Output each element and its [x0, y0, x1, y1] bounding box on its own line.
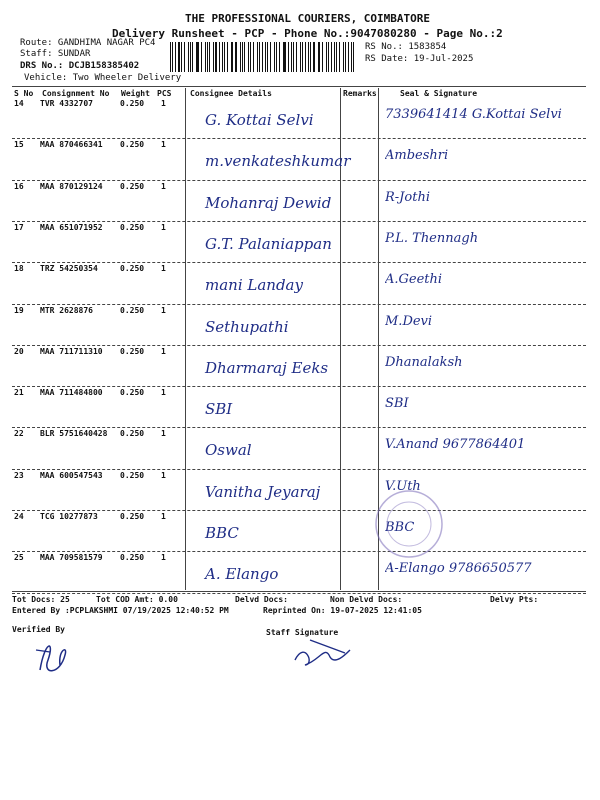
table-top-rule: [12, 86, 586, 87]
row-divider: [12, 304, 586, 305]
row-sno: 24: [14, 512, 24, 521]
row-divider: [12, 469, 586, 470]
row-consignment-no: MAA 600547543: [40, 470, 103, 480]
runsheet-title: Delivery Runsheet - PCP - Phone No.:9047080280 - Page No.:2: [112, 27, 503, 40]
barcode-bar: [181, 42, 182, 72]
route: Route: GANDHIMA NAGAR PC4: [20, 38, 156, 48]
col-signature-header: Seal & Signature: [400, 89, 478, 98]
row-signature-handwriting: V.Anand 9677864401: [385, 437, 526, 453]
barcode-bar: [190, 42, 191, 72]
staff-signature-label: Staff Signature: [266, 628, 339, 637]
barcode-bar: [253, 42, 254, 72]
barcode-bar: [313, 42, 315, 72]
barcode-bar: [302, 42, 303, 72]
barcode-bar: [267, 42, 268, 72]
row-divider: [12, 345, 586, 346]
non-delivered-docs: Non Delvd Docs:: [330, 595, 403, 604]
row-signature-handwriting: P.L. Thennagh: [385, 230, 479, 246]
row-weight: 0.250: [120, 470, 145, 480]
row-signature-handwriting: A-Elango 9786650577: [385, 561, 532, 577]
row-pcs: 1: [161, 470, 166, 480]
row-sno: 14: [14, 99, 24, 108]
row-weight: 0.250: [120, 222, 145, 232]
office-stamp: [373, 488, 445, 560]
row-sno: 19: [14, 305, 24, 315]
row-divider: [12, 138, 586, 139]
barcode-bar: [222, 42, 223, 72]
row-consignment-no: MAA 651071952: [40, 222, 103, 232]
entered-by: Entered By :PCPLAKSHMI 07/19/2025 12:40:52 PM: [12, 606, 229, 615]
row-pcs: 1: [161, 553, 166, 563]
row-sno: 18: [14, 264, 24, 274]
row-consignment-no: MAA 870129124: [40, 181, 103, 191]
row-signature-handwriting: BBC: [385, 520, 415, 535]
col-sno-header: S No: [14, 89, 34, 98]
barcode-bar: [353, 42, 354, 72]
barcode-bar: [248, 42, 249, 72]
barcode-bar: [232, 42, 233, 72]
barcode-bar: [300, 42, 301, 72]
row-weight: 0.250: [120, 346, 145, 356]
row-consignee-handwriting: G.T. Palaniappan: [205, 234, 332, 253]
row-consignment-no: MTR 2628876: [40, 305, 93, 315]
row-consignee-handwriting: BBC: [205, 524, 239, 542]
row-consignee-handwriting: m.venkateshkumar: [205, 152, 351, 171]
row-divider: [12, 221, 586, 222]
barcode-bar: [231, 42, 232, 72]
barcode-bar: [227, 42, 228, 72]
rs-number: RS No.: 1583854: [365, 42, 447, 52]
row-divider: [12, 551, 586, 552]
row-sno: 23: [14, 470, 24, 480]
row-pcs: 1: [161, 388, 166, 398]
barcode-bar: [310, 42, 311, 72]
row-pcs: 1: [161, 512, 166, 521]
company-name: THE PROFESSIONAL COURIERS, COIMBATORE: [185, 12, 431, 25]
row-pcs: 1: [161, 140, 166, 150]
barcode-bar: [188, 42, 189, 72]
verified-signature: [30, 630, 80, 680]
row-pcs: 1: [161, 346, 166, 356]
row-sno: 15: [14, 140, 24, 150]
barcode-bar: [207, 42, 208, 72]
barcode-bar: [235, 42, 237, 72]
barcode-bar: [279, 42, 280, 72]
barcode-bar: [209, 42, 210, 72]
total-docs: Tot Docs: 25: [12, 595, 70, 604]
barcode-bar: [308, 42, 309, 72]
row-pcs: 1: [161, 99, 166, 108]
barcode-bar: [197, 42, 199, 72]
barcode-bar: [257, 42, 258, 72]
barcode-bar: [213, 42, 214, 72]
row-pcs: 1: [161, 305, 166, 315]
barcode-bar: [291, 42, 292, 72]
row-signature-handwriting: Ambeshri: [385, 148, 449, 164]
row-consignment-no: BLR 5751640428: [40, 429, 108, 439]
barcode-bar: [201, 42, 202, 72]
barcode-bar: [331, 42, 332, 72]
delivery-points: Delvy Pts:: [490, 595, 539, 604]
reprinted-on: Reprinted On: 19-07-2025 12:41:05: [263, 606, 422, 615]
barcode-bar: [224, 42, 225, 72]
col-consignment-header: Consignment No: [42, 89, 110, 98]
barcode-bar: [196, 42, 197, 72]
row-consignment-no: TVR 4332707: [40, 99, 93, 108]
verified-by-label: Verified By: [12, 625, 65, 634]
staff: Staff: SUNDAR: [20, 49, 91, 59]
row-consignment-no: MAA 711711310: [40, 346, 103, 356]
barcode-bar: [293, 42, 295, 72]
row-weight: 0.250: [120, 264, 145, 274]
row-sno: 16: [14, 181, 24, 191]
row-signature-handwriting: A.Geethi: [385, 272, 443, 288]
row-consignment-no: MAA 711484800: [40, 388, 103, 398]
col-consignee-header: Consignee Details: [190, 89, 272, 98]
barcode-bar: [328, 42, 329, 72]
row-sno: 22: [14, 429, 24, 439]
row-signature-handwriting: R-Jothi: [385, 189, 430, 205]
row-pcs: 1: [161, 264, 166, 274]
barcode-bar: [250, 42, 252, 72]
barcode-bar: [305, 42, 306, 72]
barcode-bar: [219, 42, 220, 72]
barcode-bar: [215, 42, 217, 72]
row-consignee-handwriting: Mohanraj Dewid: [205, 193, 332, 212]
col-pcs-header: PCS: [157, 89, 172, 98]
row-sno: 25: [14, 553, 24, 563]
total-cod: Tot COD Amt: 0.00: [96, 595, 178, 604]
barcode-bar: [276, 42, 277, 72]
barcode-bar: [192, 42, 193, 72]
barcode-bar: [244, 42, 245, 72]
row-consignee-handwriting: mani Landay: [205, 276, 303, 295]
barcode-bar: [319, 42, 320, 72]
col-weight-header: Weight: [121, 89, 150, 98]
staff-signature: [290, 635, 360, 675]
barcode-bar: [178, 42, 180, 72]
row-signature-handwriting: Dhanalaksh: [385, 354, 463, 370]
barcode-bar: [334, 42, 335, 72]
row-signature-handwriting: V.Uth: [385, 478, 421, 494]
row-consignee-handwriting: Dharmaraj Eeks: [205, 358, 329, 377]
row-sno: 17: [14, 222, 24, 232]
row-weight: 0.250: [120, 181, 145, 191]
barcode-bar: [296, 42, 297, 72]
barcode-bar: [170, 42, 171, 72]
drs-number: DRS No.: DCJB158385402: [20, 61, 140, 71]
row-weight: 0.250: [120, 305, 145, 315]
barcode-bar: [205, 42, 206, 72]
barcode-bar: [242, 42, 243, 72]
row-pcs: 1: [161, 429, 166, 439]
barcode-bar: [322, 42, 323, 72]
barcode-bar: [351, 42, 352, 72]
row-consignee-handwriting: Oswal: [205, 441, 252, 460]
barcode-bar: [348, 42, 349, 72]
row-consignee-handwriting: G. Kottai Selvi: [205, 111, 314, 129]
row-consignee-handwriting: SBI: [205, 400, 233, 419]
rs-date: RS Date: 19-Jul-2025: [365, 54, 474, 64]
barcode-bar: [265, 42, 266, 72]
barcode-bar: [345, 42, 346, 72]
barcode-bar: [172, 42, 173, 72]
barcode-bar: [240, 42, 241, 72]
row-weight: 0.250: [120, 99, 145, 108]
barcode-bar: [274, 42, 276, 72]
barcode-bar: [259, 42, 260, 72]
row-weight: 0.250: [120, 553, 145, 563]
row-sno: 20: [14, 346, 24, 356]
row-consignee-handwriting: Sethupathi: [205, 317, 289, 336]
row-signature-handwriting: M.Devi: [385, 313, 433, 329]
barcode-bar: [288, 42, 289, 72]
row-consignment-no: MAA 709581579: [40, 553, 103, 563]
delivered-docs: Delvd Docs:: [235, 595, 288, 604]
row-sno: 21: [14, 388, 24, 398]
row-divider: [12, 427, 586, 428]
barcode-bar: [339, 42, 340, 72]
barcode-bar: [283, 42, 284, 72]
row-divider: [12, 180, 586, 181]
row-pcs: 1: [161, 222, 166, 232]
row-weight: 0.250: [120, 140, 145, 150]
barcode-bar: [343, 42, 344, 72]
row-pcs: 1: [161, 181, 166, 191]
barcode-bar: [336, 42, 338, 72]
row-weight: 0.250: [120, 429, 145, 439]
row-weight: 0.250: [120, 512, 145, 521]
row-signature-handwriting: SBI: [385, 396, 409, 412]
row-consignee-handwriting: Vanitha Jeyaraj: [205, 482, 321, 501]
row-consignment-no: TRZ 54250354: [40, 264, 98, 274]
row-signature-handwriting: 7339641414 G.Kottai Selvi: [385, 107, 562, 122]
barcode-bar: [284, 42, 285, 72]
row-weight: 0.250: [120, 388, 145, 398]
barcode-bar: [326, 42, 327, 72]
barcode-image: [170, 42, 356, 72]
col-remarks-header: Remarks: [343, 89, 377, 98]
barcode-bar: [318, 42, 319, 72]
barcode-bar: [270, 42, 271, 72]
row-consignment-no: TCG 10277873: [40, 512, 98, 521]
vehicle: Vehicle: Two Wheeler Delivery: [24, 73, 182, 83]
row-consignee-handwriting: A. Elango: [205, 565, 279, 584]
barcode-bar: [184, 42, 185, 72]
row-divider: [12, 593, 586, 594]
barcode-bar: [175, 42, 176, 72]
row-consignment-no: MAA 870466341: [40, 140, 103, 150]
row-divider: [12, 510, 586, 511]
barcode-bar: [262, 42, 263, 72]
row-divider: [12, 386, 586, 387]
table-bottom-rule: [12, 591, 586, 592]
col-divider: [185, 88, 186, 590]
row-divider: [12, 262, 586, 263]
